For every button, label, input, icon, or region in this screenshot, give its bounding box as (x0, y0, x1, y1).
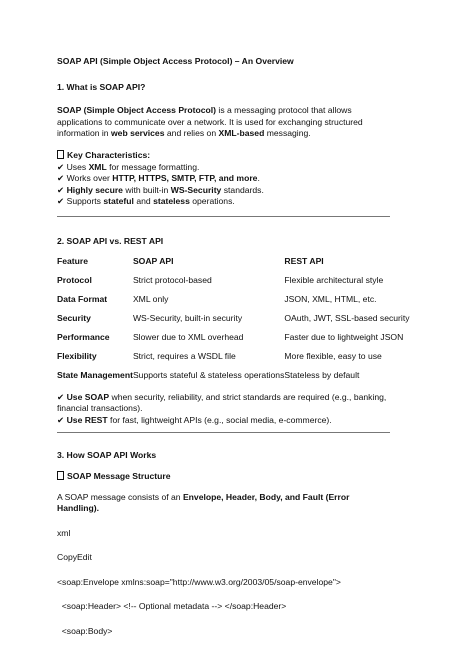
bullet-bold: WS-Security (170, 184, 222, 195)
table-cell: Faster due to lightweight JSON (284, 331, 404, 342)
para-text-2: and relies on (164, 128, 219, 139)
intro-text: A SOAP message consists of an (57, 491, 183, 502)
spacer (57, 433, 390, 450)
table-cell: Strict protocol-based (132, 274, 212, 285)
spacer (57, 217, 390, 236)
table-cell: Flexibility (57, 350, 97, 361)
note-bold: Use REST (66, 414, 108, 425)
bullet-text: ✔ (57, 184, 67, 195)
kc-heading-text: Key Characteristics: (67, 149, 151, 160)
code-line: <soap:Body> (57, 626, 113, 637)
table-cell: OAuth, JWT, SSL-based security (284, 312, 410, 323)
table-row (57, 294, 410, 313)
bullet-bold: XML (88, 161, 107, 172)
subheading-text: SOAP Message Structure (67, 470, 171, 481)
bullet-text: operations. (189, 196, 235, 207)
table-cell: XML only (132, 293, 169, 304)
bullet-text: ✔ Uses (57, 161, 89, 172)
bullet-text: ✔ Works over (57, 173, 113, 184)
section3-heading: 3. How SOAP API Works (57, 450, 157, 461)
section1-heading: 1. What is SOAP API? (57, 81, 146, 92)
copy-edit-label[interactable]: CopyEdit (57, 552, 92, 563)
code-line: <soap:Header> <!-- Optional metadata --> </soap:Header> (57, 601, 287, 612)
section3-subheading (57, 471, 390, 483)
missing-glyph-icon (57, 471, 64, 480)
table-cell: Protocol (57, 274, 92, 285)
intro-bold: Envelope, Header, Body, and Fault (Error Handling). (57, 491, 350, 514)
table-cell: Strict, requires a WSDL file (132, 350, 236, 361)
section2-heading: 2. SOAP API vs. REST API (57, 235, 164, 246)
section3-intro (57, 492, 390, 515)
bullet-bold: stateless (153, 196, 190, 207)
table-row (57, 275, 410, 294)
table-row (57, 351, 410, 370)
bullet-bold: stateful (103, 196, 134, 207)
para-bold-3: XML-based (218, 128, 265, 139)
check-mark: ✔ (57, 391, 67, 402)
table-cell: Data Format (57, 293, 108, 304)
table-cell: WS-Security, built-in security (132, 312, 243, 323)
table-cell: Slower due to XML overhead (132, 331, 244, 342)
bullet-text: standards. (221, 184, 264, 195)
bullet-item (57, 185, 390, 197)
code-language-label: xml (57, 527, 71, 538)
bullet-text: for message formatting. (106, 161, 200, 172)
document-title: SOAP API (Simple Object Access Protocol) – An Overview (57, 56, 294, 66)
para-text-1: is a messaging protocol that allows applications to communicate over a network. It is used for exchanging structured information in (57, 105, 363, 139)
table-cell: State Management (57, 369, 133, 380)
bullet-text: ✔ Supports (57, 196, 104, 207)
comparison-table (57, 256, 410, 389)
bullet-item (57, 196, 390, 208)
column-header: Feature (57, 255, 89, 266)
bullet-item (57, 162, 390, 174)
table-row (57, 370, 410, 389)
table-row (57, 332, 410, 351)
para-bold-1: SOAP (Simple Object Access Protocol) (57, 105, 217, 116)
table-cell: JSON, XML, HTML, etc. (284, 293, 377, 304)
note-text: when security, reliability, and strict standards are required (e.g., banking, financial transactions). (57, 391, 387, 414)
table-row (57, 313, 410, 332)
column-header: SOAP API (132, 255, 174, 266)
table-cell: Performance (57, 331, 110, 342)
code-line: <soap:Envelope xmlns:soap="http://www.w3.org/2003/05/soap-envelope"> (57, 576, 341, 587)
column-header: REST API (284, 255, 324, 266)
use-soap-note (57, 392, 390, 415)
table-cell: Security (57, 312, 91, 323)
use-rest-note (57, 415, 390, 427)
table-cell: Stateless by default (284, 369, 360, 380)
key-characteristics (57, 150, 390, 208)
note-text: for fast, lightweight APIs (e.g., social media, e-commerce). (107, 414, 332, 425)
table-cell: Flexible architectural style (284, 274, 384, 285)
section1-paragraph (57, 105, 390, 140)
bullet-text: and (133, 196, 154, 207)
key-characteristics-heading (57, 150, 390, 162)
table-cell: Supports stateful & stateless operations (132, 369, 285, 380)
table-header-row (57, 256, 410, 275)
para-bold-2: web services (110, 128, 165, 139)
bullet-text: with built-in (122, 184, 171, 195)
bullet-bold: Highly secure (66, 184, 123, 195)
para-text-3: messaging. (264, 128, 311, 139)
document-content (57, 56, 410, 651)
check-mark: ✔ (57, 414, 67, 425)
bullet-text: . (257, 173, 260, 184)
table-cell: More flexible, easy to use (284, 350, 382, 361)
bullet-bold: HTTP, HTTPS, SMTP, FTP, and more (112, 173, 258, 184)
note-bold: Use SOAP (66, 391, 110, 402)
bullet-item (57, 173, 390, 185)
missing-glyph-icon (57, 150, 64, 159)
